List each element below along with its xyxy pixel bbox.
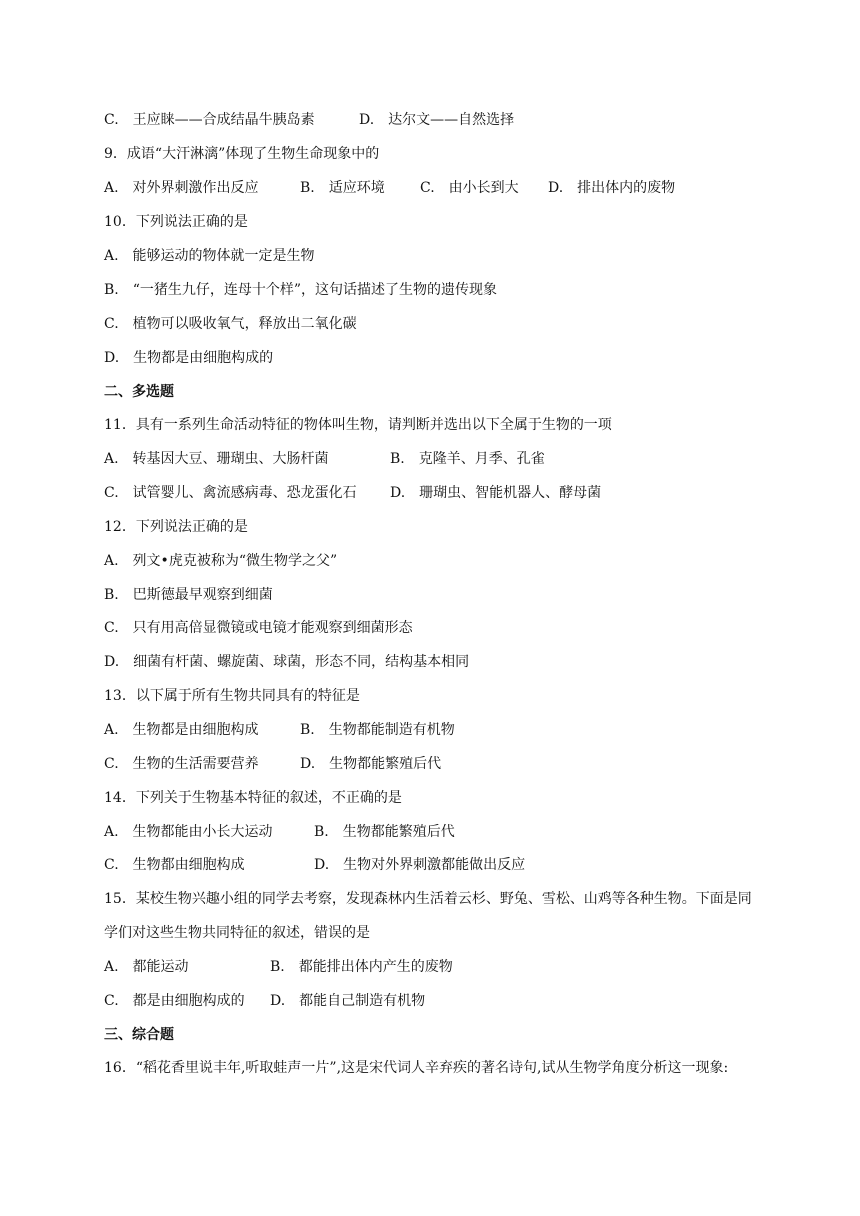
q9-options bbox=[104, 178, 675, 198]
option-b: B. 克隆羊、月季、孔雀 bbox=[390, 451, 545, 467]
q10-option-c: C. 植物可以吸收氧气，释放出二氧化碳 bbox=[104, 316, 357, 332]
option-c: C. 都是由细胞构成的 bbox=[104, 993, 245, 1009]
option-b: B. 都能排出体内产生的废物 bbox=[270, 959, 453, 975]
option-d: D. 都能自己制造有机物 bbox=[270, 993, 426, 1009]
option-c: C. 由小长到大 bbox=[420, 180, 519, 196]
option-b: B. 适应环境 bbox=[300, 180, 385, 196]
question-10: 10．下列说法正确的是 bbox=[104, 214, 248, 230]
option-d: D. 珊瑚虫、智能机器人、酵母菌 bbox=[390, 485, 602, 501]
q12-option-b: B. 巴斯德最早观察到细菌 bbox=[104, 587, 273, 603]
q12-option-d: D. 细菌有杆菌、螺旋菌、球菌，形态不同，结构基本相同 bbox=[104, 654, 470, 670]
q11-options-cd bbox=[104, 483, 601, 503]
q13-options-cd bbox=[104, 754, 441, 774]
q14-options-ab bbox=[104, 822, 455, 842]
q10-option-b: B. “一猪生九仔，连母十个样”，这句话描述了生物的遗传现象 bbox=[104, 282, 498, 298]
q15-options-cd bbox=[104, 991, 425, 1011]
question-11: 11．具有一系列生命活动特征的物体叫生物，请判断并选出以下全属于生物的一项 bbox=[104, 417, 612, 433]
option-c: C. 试管婴儿、禽流感病毒、恐龙蛋化石 bbox=[104, 485, 357, 501]
question-15: 15．某校生物兴趣小组的同学去考察，发现森林内生活着云杉、野兔、雪松、山鸡等各种生物。下面是同学们对这些生物共同特征的叙述，错误的是 bbox=[104, 891, 752, 941]
question-13: 13．以下属于所有生物共同具有的特征是 bbox=[104, 688, 360, 704]
question-9: 9．成语“大汗淋漓”体现了生物生命现象中的 bbox=[104, 146, 380, 162]
q8-options-cd bbox=[104, 110, 514, 130]
option-a: A. 都能运动 bbox=[104, 959, 189, 975]
option-a: A. 对外界刺激作出反应 bbox=[104, 180, 259, 196]
option-a: A. 生物都是由细胞构成 bbox=[104, 722, 259, 738]
option-a: A. 生物都能由小长大运动 bbox=[104, 824, 273, 840]
q10-option-d: D. 生物都是由细胞构成的 bbox=[104, 350, 274, 366]
option-d: D. 生物都能繁殖后代 bbox=[300, 756, 442, 772]
q10-option-a: A. 能够运动的物体就一定是生物 bbox=[104, 248, 315, 264]
q12-option-a: A. 列文•虎克被称为“微生物学之父” bbox=[104, 553, 338, 569]
option-d: D. 排出体内的废物 bbox=[548, 180, 676, 196]
section-heading-multiple-choice: 二、多选题 bbox=[104, 384, 174, 400]
option-a: A. 转基因大豆、珊瑚虫、大肠杆菌 bbox=[104, 451, 329, 467]
question-12: 12．下列说法正确的是 bbox=[104, 519, 248, 535]
question-14: 14．下列关于生物基本特征的叙述，不正确的是 bbox=[104, 790, 402, 806]
option-b: B. 生物都能繁殖后代 bbox=[314, 824, 455, 840]
option-c: C. 生物的生活需要营养 bbox=[104, 756, 259, 772]
option-d: D. 达尔文——自然选择 bbox=[359, 112, 515, 128]
q15-options-ab bbox=[104, 957, 453, 977]
q12-option-c: C. 只有用高倍显微镜或电镜才能观察到细菌形态 bbox=[104, 620, 413, 636]
option-c: C. 王应睐——合成结晶牛胰岛素 bbox=[104, 112, 315, 128]
q14-options-cd bbox=[104, 855, 525, 875]
option-c: C. 生物都由细胞构成 bbox=[104, 857, 245, 873]
section-heading-comprehensive: 三、综合题 bbox=[104, 1027, 174, 1043]
q13-options-ab bbox=[104, 720, 455, 740]
question-16: 16．“稻花香里说丰年,听取蛙声一片”,这是宋代词人辛弃疾的著名诗句,试从生物学角度分析这一现象: bbox=[104, 1060, 729, 1076]
option-d: D. 生物对外界刺激都能做出反应 bbox=[314, 857, 526, 873]
q11-options-ab bbox=[104, 449, 545, 469]
option-b: B. 生物都能制造有机物 bbox=[300, 722, 455, 738]
